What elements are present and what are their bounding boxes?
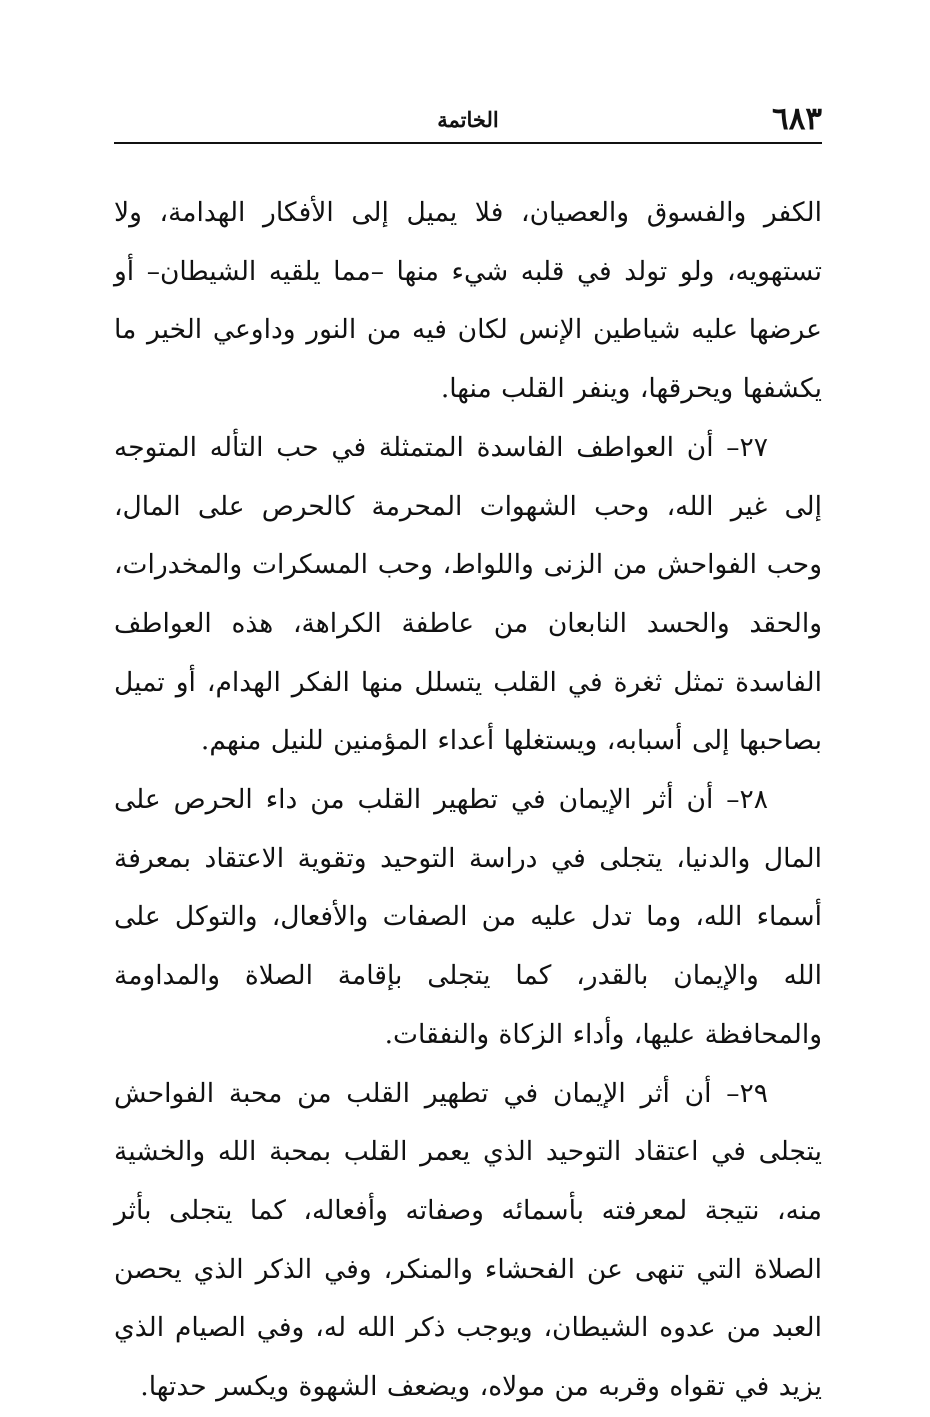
paragraph-item-28: ٢٨– أن أثر الإيمان في تطهير القلب من داء الحرص على المال والدنيا، يتجلى في دراسة التوحيد وتقوية الاعتقاد بمعرفة أسماء الله، وما تدل عليه من الصفات والأفعال، والتوكل على الله والإيمان بالقدر، كما يتجلى بإقامة الصلاة والمداومة والمحافظة عليها، وأداء الزكاة والنفقات.: [114, 784, 822, 1050]
paragraph-continuation: الكفر والفسوق والعصيان، فلا يميل إلى الأفكار الهدامة، ولا تستهويه، ولو تولد في قلبه شيء منها –مما يلقيه الشيطان– أو عرضها عليه شياطين الإنس لكان فيه من النور وداوعي الخير ما يكشفها ويحرقها، وينفر القلب منها.: [114, 197, 822, 405]
page-header: [114, 96, 822, 142]
paragraph-item-27: ٢٧– أن العواطف الفاسدة المتمثلة في حب التأله المتوجه إلى غير الله، وحب الشهوات المحرمة كالحرص على المال، وحب الفواحش من الزنى واللواط، وحب المسكرات والمخدرات، والحقد والحسد النابعان من عاطفة الكراهة، هذه العواطف الفاسدة تمثل ثغرة في القلب يتسلل منها الفكر الهدام، أو تميل بصاحبها إلى أسبابه، ويستغلها أعداء المؤمنين للنيل منهم.: [114, 431, 822, 757]
header-rule: [114, 142, 822, 144]
running-title: الخاتمة: [437, 107, 499, 132]
body-text: [114, 184, 822, 1417]
page-number: ٦٨٣: [772, 101, 822, 137]
paragraph-item-29: ٢٩– أن أثر الإيمان في تطهير القلب من محبة الفواحش يتجلى في اعتقاد التوحيد الذي يعمر القلب بمحبة الله والخشية منه، نتيجة لمعرفته بأسمائه وصفاته وأفعاله، كما يتجلى بأثر الصلاة التي تنهى عن الفحشاء والمنكر، وفي الذكر الذي يحصن العبد من عدوه الشيطان، ويوجب ذكر الله له، وفي الصيام الذي يزيد في تقواه وقربه من مولاه، ويضعف الشهوة ويكسر حدتها.: [114, 1077, 822, 1403]
